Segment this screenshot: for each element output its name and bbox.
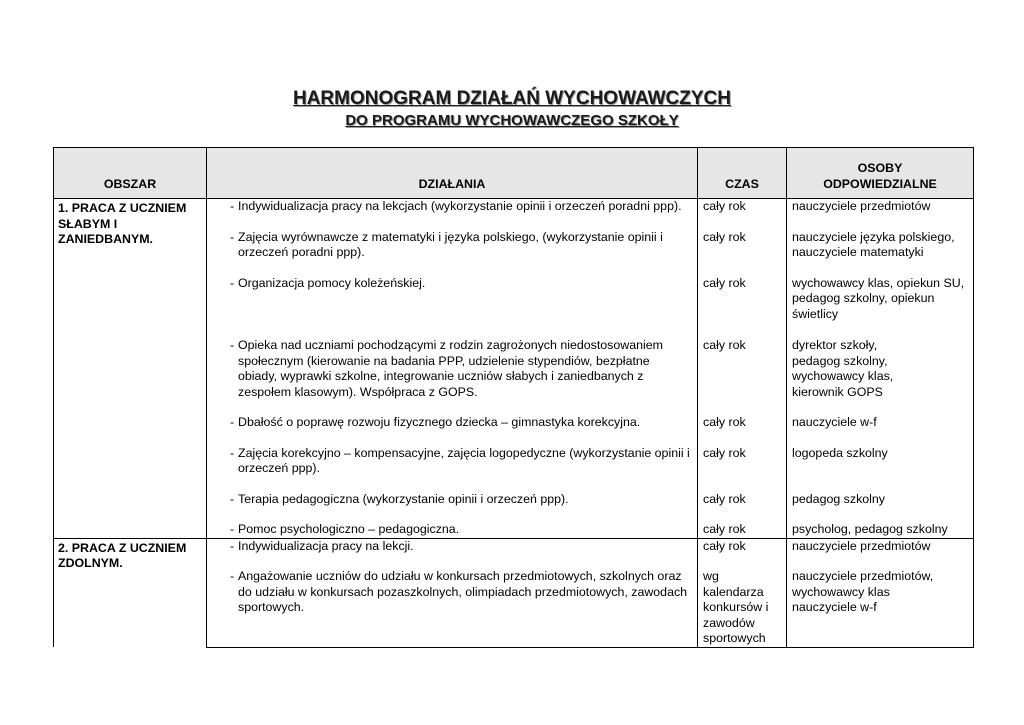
persons-cell: logopeda szkolny: [787, 446, 974, 492]
persons-cell: nauczyciele w-f: [787, 415, 974, 446]
dash-bullet: -: [230, 491, 235, 506]
time-cell: cały rok: [698, 446, 787, 492]
dash-bullet: -: [230, 538, 235, 553]
dash-bullet: -: [230, 229, 235, 244]
time-cell: cały rok: [698, 338, 787, 415]
dash-bullet: -: [230, 275, 235, 290]
persons-cell: nauczyciele języka polskiego, nauczyciele matematyki: [787, 230, 974, 276]
persons-cell: nauczyciele przedmiotów, wychowawcy klas nauczyciele w-f: [787, 569, 974, 647]
action-cell: - Opieka nad uczniami pochodzącymi z rodzin zagrożonych niedostosowaniem społecznym (kierowanie na badania PPP, udzielenie stypendiów, bezpłatne obiady, wyprawki szkolne, integrowanie uczniów słabych i zaniedbanych z zespołem klasowym). Współpraca z GOPS.: [207, 338, 698, 415]
header-czas: CZAS: [698, 148, 787, 199]
table-row: [54, 199, 974, 230]
persons-cell: wychowawcy klas, opiekun SU, pedagog szkolny, opiekun świetlicy: [787, 276, 974, 339]
time-cell: wg kalendarza konkursów i zawodów sportowych: [698, 569, 787, 647]
persons-cell: psycholog, pedagog szkolny: [787, 522, 974, 538]
persons-cell: nauczyciele przedmiotów: [787, 199, 974, 230]
time-cell: cały rok: [698, 230, 787, 276]
action-cell: - Dbałość o poprawę rozwoju fizycznego dziecka – gimnastyka korekcyjna.: [207, 415, 698, 446]
area-cell: 1. PRACA Z UCZNIEM SŁABYM I ZANIEDBANYM.: [54, 199, 207, 539]
time-cell: cały rok: [698, 415, 787, 446]
persons-cell: dyrektor szkoły, pedagog szkolny, wychowawcy klas, kierownik GOPS: [787, 338, 974, 415]
header-row: [54, 148, 974, 199]
document-subtitle: DO PROGRAMU WYCHOWAWCZEGO SZKOŁY: [345, 112, 679, 129]
time-cell: cały rok: [698, 522, 787, 538]
persons-cell: nauczyciele przedmiotów: [787, 538, 974, 569]
action-cell: - Indywidualizacja pracy na lekcji.: [207, 538, 698, 569]
time-cell: cały rok: [698, 492, 787, 523]
action-cell: - Terapia pedagogiczna (wykorzystanie opinii i orzeczeń ppp).: [207, 492, 698, 523]
action-cell: - Pomoc psychologiczno – pedagogiczna.: [207, 522, 698, 538]
dash-bullet: -: [230, 338, 235, 352]
action-cell: - Angażowanie uczniów do udziału w konkursach przedmiotowych, szkolnych oraz do udziału w konkursach pozaszkolnych, olimpiadach przedmiotowych, zawodach sportowych.: [207, 569, 698, 647]
time-cell: cały rok: [698, 199, 787, 230]
table-row: [54, 538, 974, 569]
action-cell: - Indywidualizacja pracy na lekcjach (wykorzystanie opinii i orzeczeń poradni ppp).: [207, 199, 698, 230]
action-cell: - Organizacja pomocy koleżeńskiej.: [207, 276, 698, 339]
dash-bullet: -: [230, 199, 235, 213]
header-obszar: OBSZAR: [54, 148, 207, 199]
header-osoby-line2: ODPOWIEDZIALNE: [823, 176, 937, 191]
dash-bullet: -: [230, 445, 235, 460]
header-osoby: [787, 148, 974, 199]
action-cell: - Zajęcia korekcyjno – kompensacyjne, zajęcia logopedyczne (wykorzystanie opinii i orzeczeń ppp).: [207, 446, 698, 492]
action-cell: - Zajęcia wyrównawcze z matematyki i języka polskiego, (wykorzystanie opinii i orzeczeń poradni ppp).: [207, 230, 698, 276]
time-cell: cały rok: [698, 538, 787, 569]
persons-cell: pedagog szkolny: [787, 492, 974, 523]
header-osoby-line1: OSOBY: [857, 161, 903, 175]
document-title: HARMONOGRAM DZIAŁAŃ WYCHOWAWCZYCH: [292, 88, 731, 109]
dash-bullet: -: [230, 569, 235, 583]
dash-bullet: -: [230, 522, 235, 536]
area-cell: 2. PRACA Z UCZNIEM ZDOLNYM.: [54, 538, 207, 647]
schedule-table: [53, 147, 974, 648]
time-cell: cały rok: [698, 276, 787, 339]
dash-bullet: -: [230, 415, 235, 429]
header-dzialania: DZIAŁANIA: [207, 148, 698, 199]
